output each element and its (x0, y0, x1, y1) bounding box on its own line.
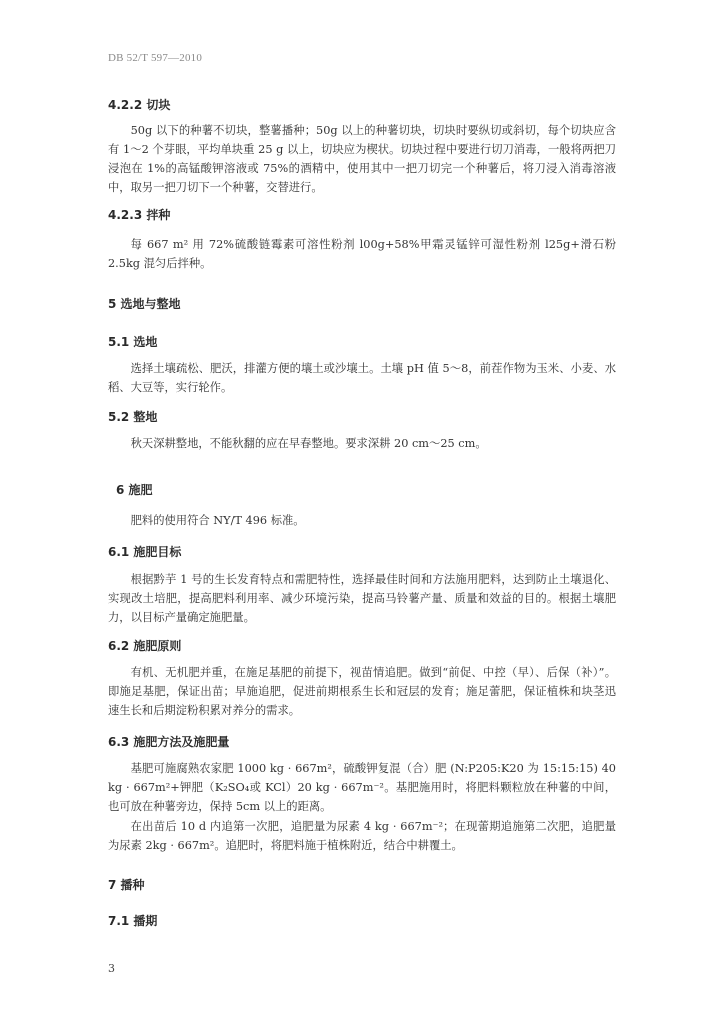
paragraph-6: 肥料的使用符合 NY/T 496 标准。 (130, 514, 305, 527)
heading-6-3: 6.3 施肥方法及施肥量 (108, 735, 230, 749)
paragraph-6-3-a: 基肥可施腐熟农家肥 1000 kg · 667m²，硫酸钾复混（合）肥 (N:P205:K20 为 15:15:15) 40 kg · 667m²+钾肥（K₂SO₄或 KCl）20 kg · 667m⁻²。基肥施用时，将肥料颗粒放在种薯的中间，也可放在种薯旁边，保持 5cm 以上的距离。 (108, 762, 616, 813)
paragraph-4-2-3: 每 667 m² 用 72%硫酸链霉素可溶性粉剂 l00g+58%甲霜灵锰锌可湿性粉剂 l25g+滑石粉 2.5kg 混匀后拌种。 (108, 238, 616, 270)
paragraph-5-1: 选择土壤疏松、肥沃，排灌方便的壤土或沙壤土。土壤 pH 值 5～8，前茬作物为玉米、小麦、水稻、大豆等，实行轮作。 (108, 362, 616, 394)
heading-5-2: 5.2 整地 (108, 410, 158, 424)
heading-4-2-3: 4.2.3 拌种 (108, 208, 171, 222)
page-number: 3 (108, 962, 115, 975)
paragraph-6-3-b: 在出苗后 10 d 内追第一次肥，追肥量为尿素 4 kg · 667m⁻²；在现蕾期追施第二次肥，追肥量为尿素 2kg · 667m²。追肥时，将肥料施于植株附近，结合中耕覆土。 (108, 820, 616, 852)
heading-4-2-2: 4.2.2 切块 (108, 98, 171, 112)
paragraph-5-2: 秋天深耕整地，不能秋翻的应在早春整地。要求深耕 20 cm～25 cm。 (130, 437, 487, 450)
heading-5-1: 5.1 选地 (108, 335, 158, 349)
standard-code-header: DB 52/T 597—2010 (108, 52, 203, 64)
heading-6-2: 6.2 施肥原则 (108, 639, 182, 653)
heading-7: 7 播种 (108, 878, 145, 892)
heading-7-1: 7.1 播期 (108, 914, 158, 928)
paragraph-4-2-2: 50g 以下的种薯不切块，整薯播种；50g 以上的种薯切块，切块时要纵切或斜切，每个切块应含有 1～2 个芽眼，平均单块重 25 g 以上，切块应为楔状。切块过程中要进行切刀消毒，一般将两把刀浸泡在 1%的高锰酸钾溶液或 75%的酒精中，使用其中一把刀切完一个种薯后，将刀浸入消毒溶液中，取另一把刀切下一个种薯，交替进行。 (108, 124, 616, 194)
heading-5: 5 选地与整地 (108, 297, 181, 311)
paragraph-6-1: 根据黔芋 1 号的生长发育特点和需肥特性，选择最佳时间和方法施用肥料，达到防止土壤退化、实现改土培肥，提高肥料利用率、减少环境污染，提高马铃薯产量、质量和效益的目的。根据土壤肥力，以目标产量确定施肥量。 (108, 573, 616, 624)
heading-6: 6 施肥 (116, 483, 153, 497)
heading-6-1: 6.1 施肥目标 (108, 545, 182, 559)
paragraph-6-2: 有机、无机肥并重，在施足基肥的前提下，视苗情追肥。做到“前促、中控（早）、后保（补）”。即施足基肥，保证出苗；早施追肥，促进前期根系生长和冠层的发育；施足蕾肥，保证植株和块茎迅速生长和后期淀粉积累对养分的需求。 (108, 666, 616, 717)
